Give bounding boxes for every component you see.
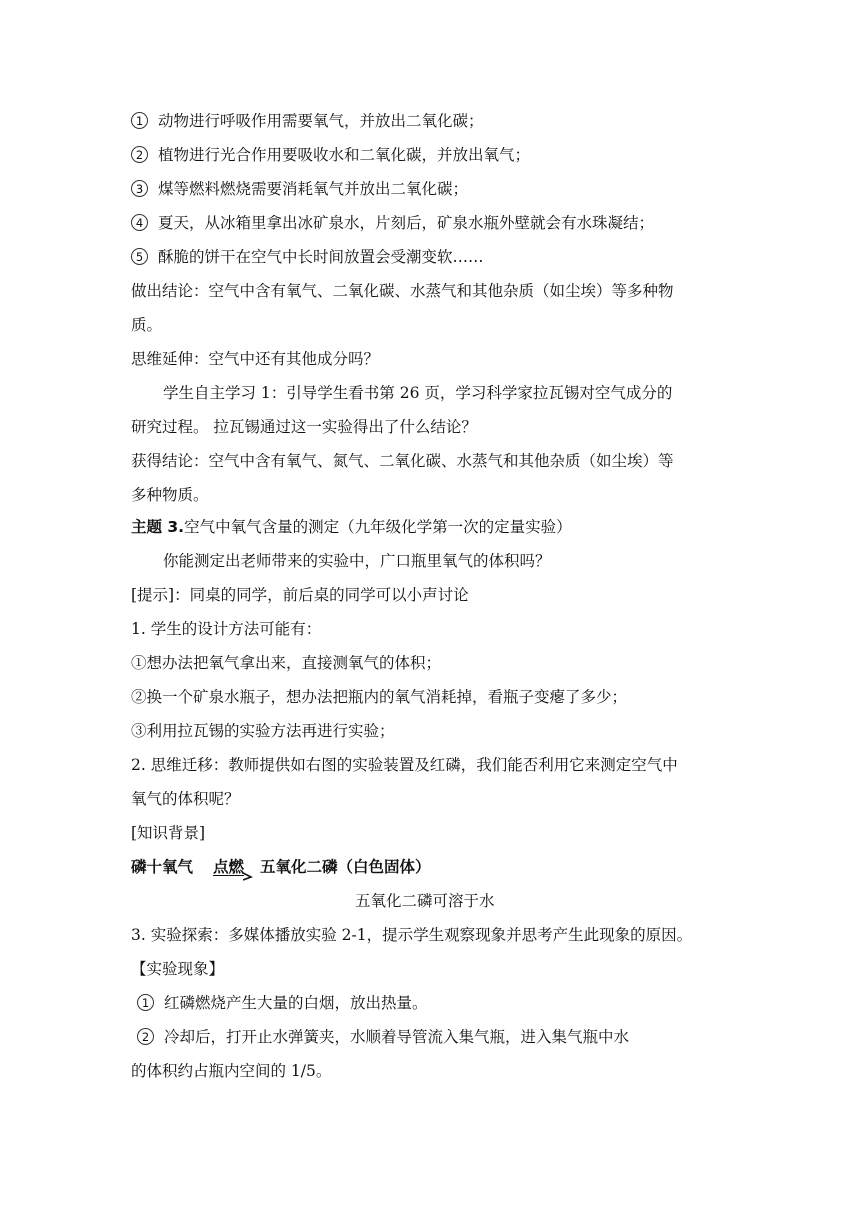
observation-4 <box>131 213 654 233</box>
observation-text: 酥脆的饼干在空气中长时间放置会受潮变软…… <box>158 248 484 266</box>
phenomenon-title: 【实验现象】 <box>131 960 225 978</box>
circled-number: 3 <box>131 180 148 197</box>
circled-number: 4 <box>131 214 148 231</box>
design-item-2: ②换一个矿泉水瓶子，想办法把瓶内的氧气消耗掉，看瓶子变瘪了多少； <box>131 688 628 706</box>
equation-reactants: 磷十氧气 <box>131 858 194 876</box>
observation-text: 夏天，从冰箱里拿出冰矿泉水，片刻后，矿泉水瓶外壁就会有水珠凝结； <box>158 214 655 232</box>
topic-label: 主题 3. <box>131 518 185 536</box>
transfer-line-1: 2. 思维迁移：教师提供如右图的实验装置及红磷，我们能否利用它来测定空气中 <box>131 756 678 774</box>
equation-condition: 点燃 <box>213 858 245 876</box>
experiment-exploration: 3. 实验探索：多媒体播放实验 2-1，提示学生观察现象并思考产生此现象的原因。 <box>131 926 693 944</box>
thinking-extension: 思维延伸：空气中还有其他成分吗？ <box>131 350 380 368</box>
self-study-line-2: 研究过程。 拉瓦锡通过这一实验得出了什么结论？ <box>131 418 477 436</box>
design-title: 1. 学生的设计方法可能有： <box>131 620 322 638</box>
hint: [提示]：同桌的同学，前后桌的同学可以小声讨论 <box>131 586 469 604</box>
result-line-2: 多种物质。 <box>131 486 209 504</box>
phenomenon-2-continued: 的体积约占瓶内空间的 1/5。 <box>131 1062 332 1080</box>
arrowhead-icon <box>243 871 253 881</box>
circled-number: 5 <box>131 248 148 265</box>
observation-1 <box>131 111 484 131</box>
equation-product: 五氧化二磷（白色固体） <box>260 858 431 876</box>
phenomenon-1 <box>131 993 428 1013</box>
observation-text: 煤等燃料燃烧需要消耗氧气并放出二氧化碳； <box>158 180 469 198</box>
phenomenon-2 <box>131 1027 629 1047</box>
question: 你能测定出老师带来的实验中，广口瓶里氧气的体积吗？ <box>163 552 551 570</box>
phenomenon-text: 红磷燃烧产生大量的白烟，放出热量。 <box>164 994 428 1012</box>
design-item-3: ③利用拉瓦锡的实验方法再进行实验； <box>131 722 395 740</box>
topic-3-heading <box>131 517 572 537</box>
observation-2 <box>131 145 530 165</box>
observation-5 <box>131 247 484 267</box>
reaction-arrow <box>213 857 244 877</box>
transfer-line-2: 氧气的体积呢？ <box>131 790 240 808</box>
conclusion-line-2: 质。 <box>131 316 163 334</box>
circled-number: 1 <box>137 994 154 1011</box>
observation-3 <box>131 179 468 199</box>
circled-number: 1 <box>131 112 148 129</box>
design-item-1: ①想办法把氧气拿出来，直接测氧气的体积； <box>131 654 442 672</box>
circled-number: 2 <box>131 146 148 163</box>
phenomenon-text: 冷却后，打开止水弹簧夹，水顺着导管流入集气瓶，进入集气瓶中水 <box>164 1028 630 1046</box>
knowledge-background: [知识背景] <box>131 824 206 842</box>
observation-text: 动物进行呼吸作用需要氧气，并放出二氧化碳； <box>158 112 484 130</box>
reaction-equation <box>131 857 431 877</box>
self-study-line-1: 学生自主学习 1：引导学生看书第 26 页，学习科学家拉瓦锡对空气成分的 <box>163 384 673 402</box>
equation-note: 五氧化二磷可溶于水 <box>355 892 495 910</box>
topic-text: 空气中氧气含量的测定（九年级化学第一次的定量实验） <box>184 518 572 536</box>
circled-number: 2 <box>137 1028 154 1045</box>
observation-text: 植物进行光合作用要吸收水和二氧化碳，并放出氧气； <box>158 146 531 164</box>
conclusion-line-1: 做出结论：空气中含有氧气、二氧化碳、水蒸气和其他杂质（如尘埃）等多种物 <box>131 282 674 300</box>
result-line-1: 获得结论：空气中含有氧气、氮气、二氧化碳、水蒸气和其他杂质（如尘埃）等 <box>131 452 674 470</box>
